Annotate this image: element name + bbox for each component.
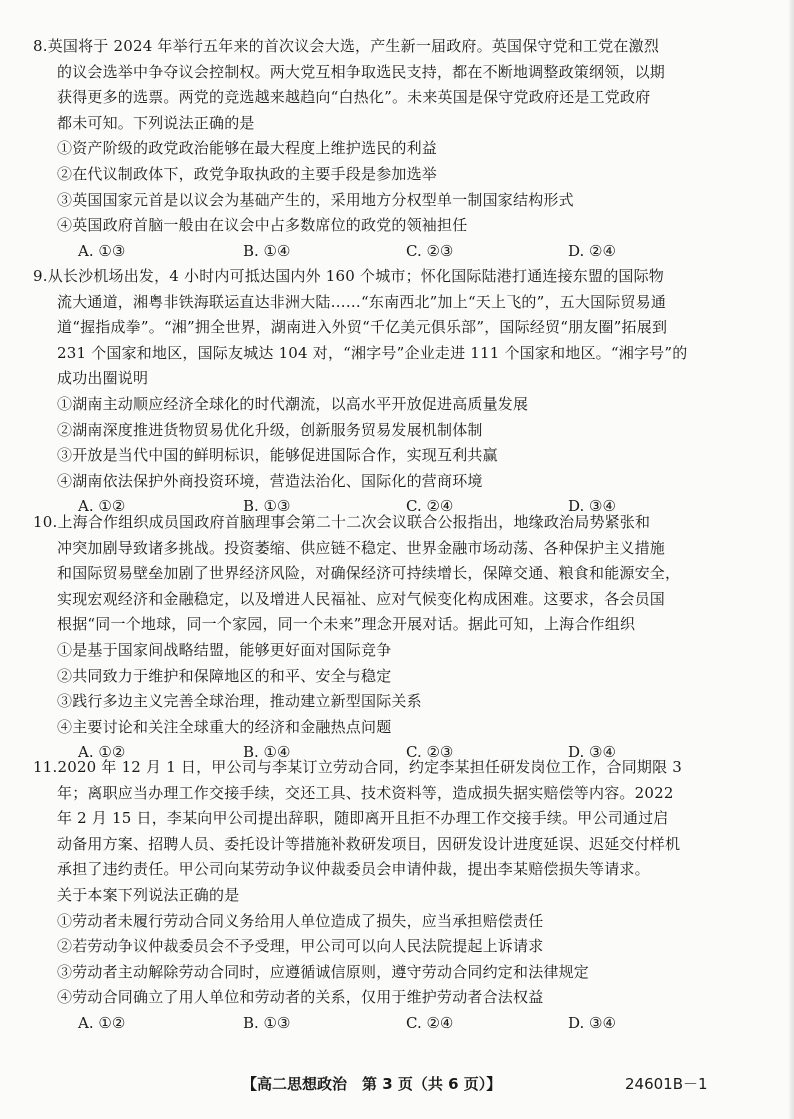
question-text-line: 获得更多的选票。两党的竞选越来越趋向“白热化”。未来英国是保守党政府还是工党政府 bbox=[57, 88, 651, 107]
choice-a: A. ①② bbox=[78, 743, 126, 762]
choice-a: A. ①② bbox=[78, 497, 126, 516]
question-text-line: 成功出圈说明 bbox=[57, 369, 149, 388]
statement-option: ④劳动合同确立了用人单位和劳动者的关系，仅用于维护劳动者合法权益 bbox=[57, 988, 544, 1007]
choice-d: D. ③④ bbox=[568, 1013, 616, 1032]
statement-option: ①资产阶级的政党政治能够在最大程度上维护选民的利益 bbox=[57, 139, 438, 158]
footer-title: 【高二思想政治 第 3 页（共 6 页）】 bbox=[242, 1075, 502, 1093]
statement-option: ②湖南深度推进货物贸易优化升级，创新服务贸易发展机制体制 bbox=[57, 420, 483, 439]
statement-option: ③践行多边主义完善全球治理，推动建立新型国际关系 bbox=[57, 692, 422, 711]
choice-b: B. ①③ bbox=[243, 497, 291, 516]
question-11 bbox=[33, 755, 733, 1037]
question-text-line: 10.上海合作组织成员国政府首脑理事会第二十二次会议联合公报指出，地缘政治局势紧张和 bbox=[33, 513, 651, 531]
statement-option: ①是基于国家间战略结盟，能够更好面对国际竞争 bbox=[57, 640, 392, 659]
page-footer bbox=[0, 1072, 794, 1096]
question-text-line: 231 个国家和地区，国际友城达 104 对，“湘字号”企业走进 111 个国家和地区。“湘字号”的 bbox=[57, 343, 688, 362]
statement-option: ②在代议制政体下，政党争取执政的主要手段是参加选举 bbox=[57, 164, 438, 183]
question-text-line: 年；离职应当办理工作交接手续，交还工具、技术资料等，造成损失据实赔偿等内容。2022 bbox=[57, 783, 674, 802]
question-9 bbox=[33, 264, 733, 520]
question-text-line: 和国际贸易壁垒加剧了世界经济风险，对确保经济可持续增长，保障交通、粮食和能源安全， bbox=[57, 564, 681, 583]
choice-b: B. ①④ bbox=[243, 743, 291, 762]
question-text-line: 都未可知。下列说法正确的是 bbox=[57, 113, 255, 132]
question-text-line: 冲突加剧导致诸多挑战。投资萎缩、供应链不稳定、世界金融市场动荡、各种保护主义措施 bbox=[57, 538, 666, 557]
question-text-line: 流大通道，湘粤非铁海联运直达非洲大陆……“东南西北”加上“天上飞的”，五大国际贸易通 bbox=[57, 292, 667, 311]
choice-a: A. ①③ bbox=[78, 241, 126, 260]
question-8 bbox=[33, 34, 733, 264]
question-10 bbox=[33, 510, 733, 766]
scan-edge-shadow bbox=[788, 0, 794, 1119]
choice-d: D. ③④ bbox=[568, 497, 616, 516]
statement-option: ①湖南主动顺应经济全球化的时代潮流，以高水平开放促进高质量发展 bbox=[57, 394, 529, 413]
statement-option: ①劳动者未履行劳动合同义务给用人单位造成了损失，应当承担赔偿责任 bbox=[57, 911, 544, 930]
question-text-line: 承担了违约责任。甲公司向某劳动争议仲裁委员会申请仲裁，提出李某赔偿损失等请求。 bbox=[57, 860, 650, 879]
question-text-line: 动备用方案、招聘人员、委托设计等措施补救研发项目，因研发设计进度延误、迟延交付样机 bbox=[57, 834, 681, 853]
statement-option: ③劳动者主动解除劳动合同时，应遵循诚信原则，遵守劳动合同约定和法律规定 bbox=[57, 962, 590, 981]
question-text-line: 年 2 月 15 日，李某向甲公司提出辞职，随即离开且拒不办理工作交接手续。甲公司通过启 bbox=[57, 809, 669, 828]
statement-option: ④主要讨论和关注全球重大的经济和金融热点问题 bbox=[57, 717, 392, 736]
choice-a: A. ①② bbox=[78, 1013, 126, 1032]
statement-option: ③英国国家元首是以议会为基础产生的，采用地方分权型单一制国家结构形式 bbox=[57, 190, 574, 209]
question-text-line: 的议会选举中争夺议会控制权。两大党互相争取选民支持，都在不断地调整政策纲领，以期 bbox=[57, 62, 666, 81]
choice-c: C. ②③ bbox=[406, 241, 454, 260]
question-text-line: 关于本案下列说法正确的是 bbox=[57, 885, 240, 904]
answer-choices bbox=[33, 239, 733, 265]
choice-c: C. ②④ bbox=[406, 1013, 454, 1032]
choice-c: C. ②④ bbox=[406, 497, 454, 516]
question-text-line: 实现宏观经济和金融稳定，以及增进人民福祉、应对气候变化构成困难。这要求，各会员国 bbox=[57, 589, 666, 608]
statement-option: ②共同致力于维护和保障地区的和平、安全与稳定 bbox=[57, 666, 392, 685]
statement-option: ②若劳动争议仲裁委员会不予受理，甲公司可以向人民法院提起上诉请求 bbox=[57, 937, 544, 956]
question-text-line: 8.英国将于 2024 年举行五年来的首次议会大选，产生新一届政府。英国保守党和工党在激烈 bbox=[33, 37, 660, 55]
choice-c: C. ②③ bbox=[406, 743, 454, 762]
question-text-line: 道“握指成拳”。“湘”拥全世界，湖南进入外贸“千亿美元俱乐部”，国际经贸“朋友圈”拓展到 bbox=[57, 318, 668, 337]
footer-code: 24601B－1 bbox=[625, 1075, 708, 1093]
statement-option: ④英国政府首脑一般由在议会中占多数席位的政党的领袖担任 bbox=[57, 216, 468, 235]
choice-d: D. ②④ bbox=[568, 241, 616, 260]
choice-d: D. ③④ bbox=[568, 743, 616, 762]
answer-choices bbox=[33, 1011, 733, 1037]
question-text-line: 11.2020 年 12 月 1 日，甲公司与李某订立劳动合同，约定李某担任研发岗位工作，合同期限 3 bbox=[33, 758, 683, 776]
statement-option: ③开放是当代中国的鲜明标识，能够促进国际合作，实现互利共赢 bbox=[57, 446, 498, 465]
question-text-line: 9.从长沙机场出发，4 小时内可抵达国内外 160 个城市；怀化国际陆港打通连接东盟的国际物 bbox=[33, 267, 664, 285]
choice-b: B. ①④ bbox=[243, 241, 291, 260]
statement-option: ④湖南依法保护外商投资环境，营造法治化、国际化的营商环境 bbox=[57, 471, 483, 490]
choice-b: B. ①③ bbox=[243, 1013, 291, 1032]
question-text-line: 根据“同一个地球，同一个家园，同一个未来”理念开展对话。据此可知，上海合作组织 bbox=[57, 615, 636, 634]
